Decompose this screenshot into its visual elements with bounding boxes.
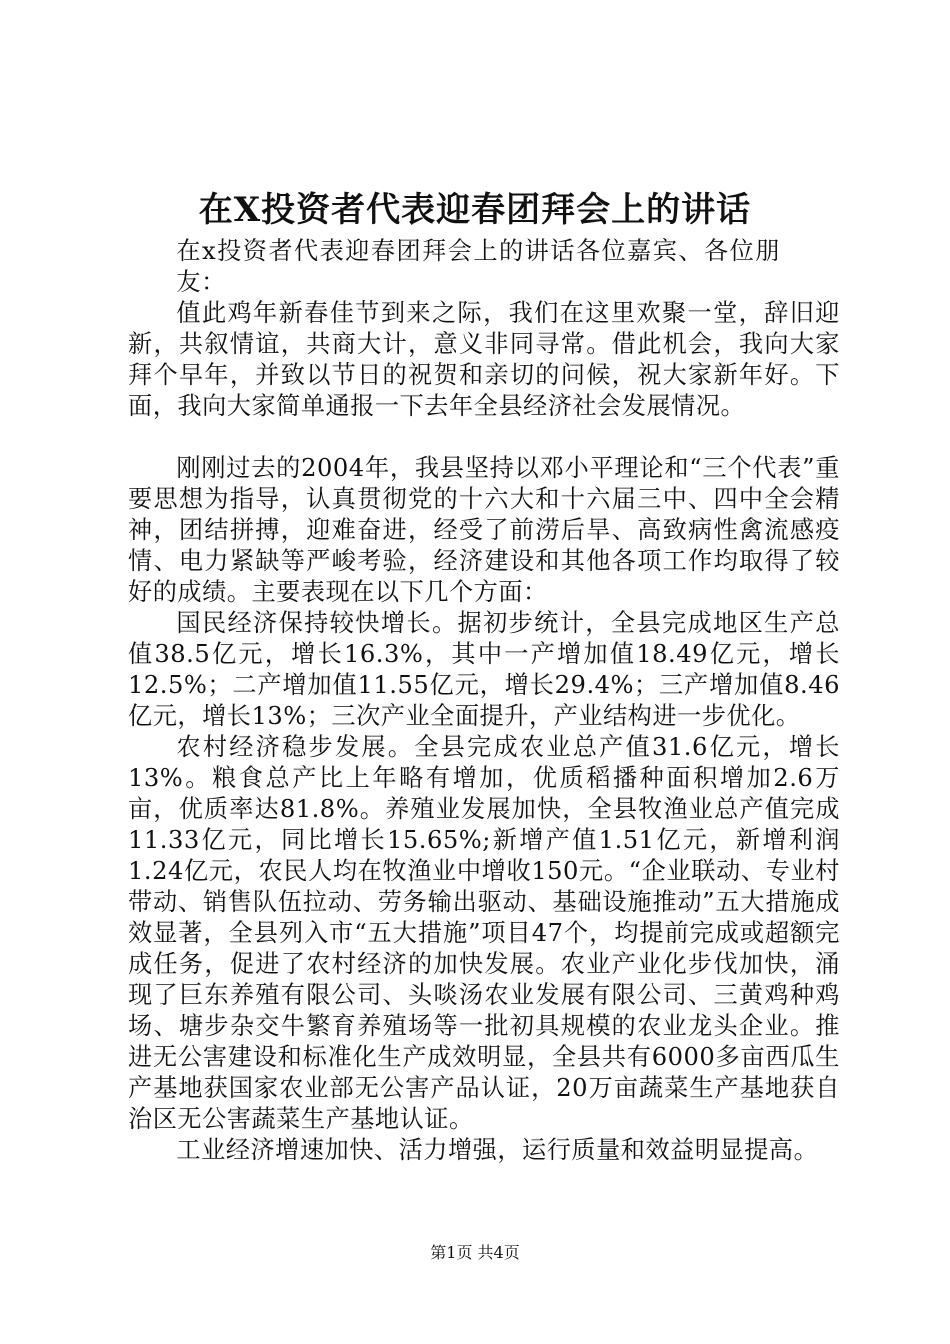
body-paragraph: 国民经济保持较快增长。据初步统计，全县完成地区生产总值38.5亿元，增长16.3%，其中一产增加值18.49亿元，增长12.5%；二产增加值11.55亿元，增长29.4%；三产增加值8.46亿元，增长13%；三次产业全面提升，产业结构进一步优化。: [128, 609, 840, 730]
body-paragraph: 农村经济稳步发展。全县完成农业总产值31.6亿元，增长13%。粮食总产比上年略有增加，优质稻播种面积增加2.6万亩，优质率达81.8%。养殖业发展加快，全县牧渔业总产值完成11.33亿元，同比增长15.65%;新增产值1.51亿元，新增利润1.24亿元，农民人均在牧渔业中增收150元。“企业联动、专业村带动、销售队伍拉动、劳务输出驱动、基础设施推动”五大措施成效显著，全县列入市“五大措施”项目47个，均提前完成或超额完成任务，促进了农村经济的加快发展。农业产业化步伐加快，涌现了巨东养殖有限公司、头啖汤农业发展有限公司、三黄鸡种鸡场、塘步杂交牛繁育养殖场等一批初具规模的农业龙头企业。推进无公害建设和标准化生产成效明显，全县共有6000多亩西瓜生产基地获国家农业部无公害产品认证，20万亩蔬菜生产基地获自治区无公害蔬菜生产基地认证。: [128, 733, 840, 1133]
page-number-footer: 第1页 共4页: [430, 1243, 520, 1262]
body-paragraph: 刚刚过去的2004年，我县坚持以邓小平理论和“三个代表”重要思想为指导，认真贯彻党的十六大和十六届三中、四中全会精神，团结拼搏，迎难奋进，经受了前涝后旱、高致病性禽流感疫情、电力紧缺等严峻考验，经济建设和其他各项工作均取得了较好的成绩。主要表现在以下几个方面：: [128, 454, 840, 606]
paragraph-spacer: [128, 422, 840, 453]
document-title: 在X投资者代表迎春团拜会上的讲话: [198, 190, 752, 230]
body-paragraph: 工业经济增速加快、活力增强，运行质量和效益明显提高。: [176, 1136, 819, 1164]
intro-paragraph: 在x投资者代表迎春团拜会上的讲话各位嘉宾、各位朋友：: [176, 237, 780, 296]
body-paragraph: 值此鸡年新春佳节到来之际，我们在这里欢聚一堂，辞旧迎新，共叙情谊，共商大计，意义非同寻常。借此机会，我向大家拜个早年，并致以节日的祝贺和亲切的问候，祝大家新年好。下面，我向大家简单通报一下去年全县经济社会发展情况。: [128, 299, 840, 420]
document-body: [128, 236, 840, 1166]
